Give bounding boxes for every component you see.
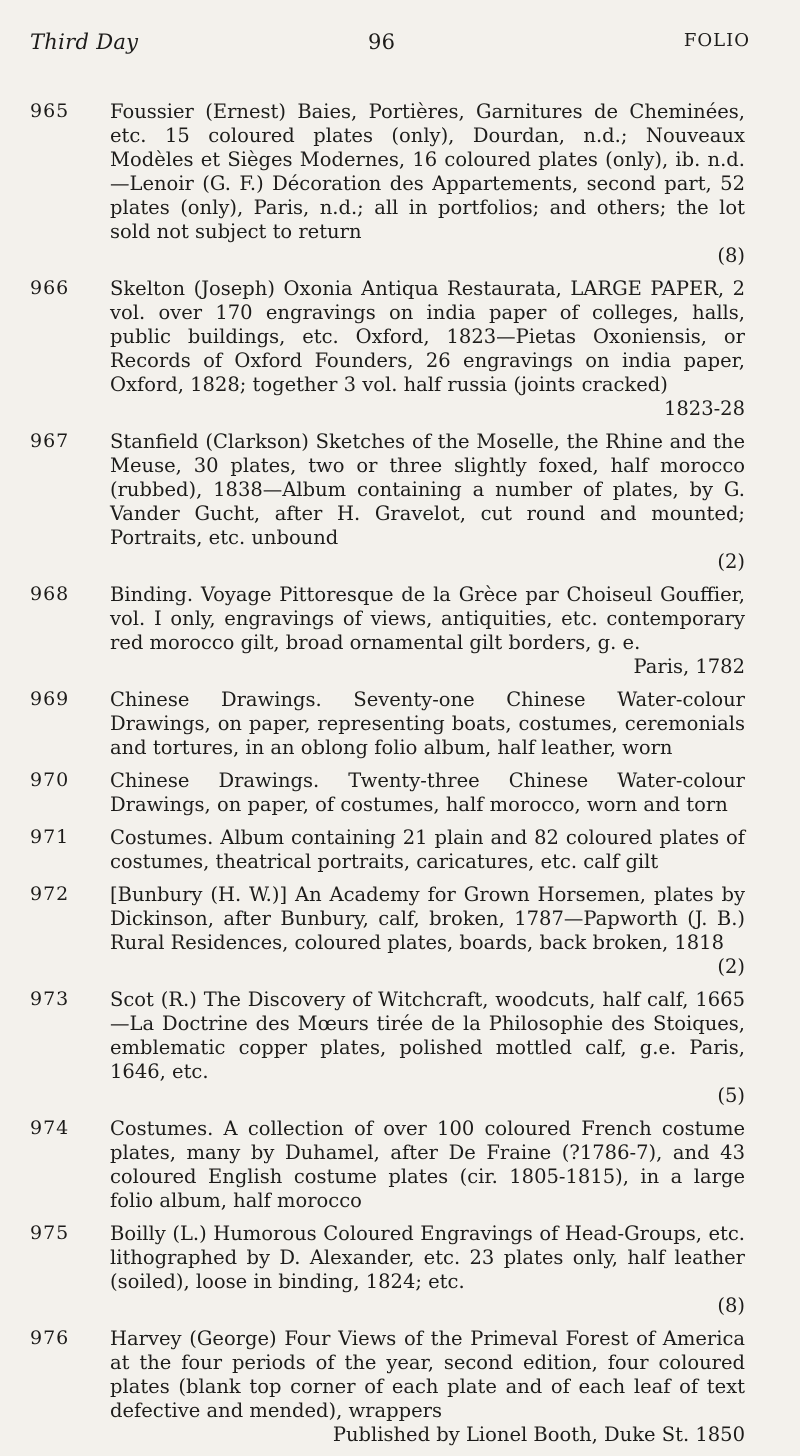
lot-entry (30, 883, 770, 979)
lot-entry (30, 277, 770, 421)
lot-number: 975 (30, 1222, 70, 1244)
lot-entry (30, 583, 770, 679)
lot-entry (30, 769, 770, 817)
page-header (30, 30, 750, 60)
lot-description: Stanfield (Clarkson) Sketches of the Moselle, the Rhine and the Meuse, 30 plates, two or three slightly foxed, half morocco (rubbed), 1838—Album containing a number of plates, by G. Vander Gucht, after H. Gravelot, cut round and mounted; Portraits, etc. unbound (110, 430, 745, 549)
format-label: FOLIO (683, 30, 750, 51)
lot-entry (30, 1117, 770, 1213)
lot-entry (30, 988, 770, 1108)
lot-description: Chinese Drawings. Seventy-one Chinese Water-colour Drawings, on paper, representing boats, costumes, ceremonials and tortures, in an oblong folio album, half leather, worn (110, 688, 745, 759)
lot-entry (30, 688, 770, 760)
lot-entry (30, 1327, 770, 1447)
lot-description: Boilly (L.) Humorous Coloured Engravings of Head-Groups, etc. lithographed by D. Alexander, etc. 23 plates only, half leather (soiled), loose in binding, 1824; etc. (110, 1222, 745, 1293)
lot-description: Binding. Voyage Pittoresque de la Grèce par Choiseul Gouffier, vol. I only, engravings of views, antiquities, etc. contemporary red morocco gilt, broad ornamental gilt borders, g. e. (110, 583, 745, 654)
lot-number: 972 (30, 883, 70, 905)
lot-number: 968 (30, 583, 70, 605)
lot-count: (2) (717, 550, 745, 573)
lot-description: Costumes. Album containing 21 plain and 82 coloured plates of costumes, theatrical portraits, caricatures, etc. calf gilt (110, 826, 745, 873)
lot-count: (8) (717, 244, 745, 267)
lot-description: Foussier (Ernest) Baies, Portières, Garnitures de Cheminées, etc. 15 coloured plates (only), Dourdan, n.d.; Nouveaux Modèles et Sièges Modernes, 16 coloured plates (only), ib. n.d.—Lenoir (G. F.) Décoration des Appartements, second part, 52 plates (only), Paris, n.d.; all in portfolios; and others; the lot sold not subject to return (110, 100, 745, 243)
lot-number: 971 (30, 826, 70, 848)
lot-description: Costumes. A collection of over 100 coloured French costume plates, many by Duhamel, after De Fraine (?1786-7), and 43 coloured English costume plates (cir. 1805-1815), in a large folio album, half morocco (110, 1117, 745, 1212)
lot-entry (30, 430, 770, 574)
lot-number: 969 (30, 688, 70, 710)
lot-description: Harvey (George) Four Views of the Primeval Forest of America at the four periods of the year, second edition, four coloured plates (blank top corner of each plate and of each leaf of text defective and mended), wrappers (110, 1327, 745, 1422)
lot-number: 965 (30, 100, 70, 122)
lot-imprint: Paris, 1782 (633, 655, 745, 678)
lot-entry (30, 1222, 770, 1318)
running-head: Third Day (30, 30, 139, 54)
lot-entry (30, 100, 770, 268)
lot-number: 973 (30, 988, 70, 1010)
lot-number: 976 (30, 1327, 70, 1349)
lot-description: Chinese Drawings. Twenty-three Chinese Water-colour Drawings, on paper, of costumes, half morocco, worn and torn (110, 769, 745, 816)
lot-number: 967 (30, 430, 70, 452)
lot-number: 970 (30, 769, 70, 791)
lot-count: (5) (717, 1084, 745, 1107)
lot-description: Scot (R.) The Discovery of Witchcraft, woodcuts, half calf, 1665—La Doctrine des Mœurs tirée de la Philosophie des Stoiques, emblematic copper plates, polished mottled calf, g.e. Paris, 1646, etc. (110, 988, 745, 1083)
lot-description: Skelton (Joseph) Oxonia Antiqua Restaurata, LARGE PAPER, 2 vol. over 170 engravings on india paper of colleges, halls, public buildings, etc. Oxford, 1823—Pietas Oxoniensis, or Records of Oxford Founders, 26 engravings on india paper, Oxford, 1828; together 3 vol. half russia (joints cracked) (110, 277, 745, 396)
lot-description: [Bunbury (H. W.)] An Academy for Grown Horsemen, plates by Dickinson, after Bunbury, calf, broken, 1787—Papworth (J. B.) Rural Residences, coloured plates, boards, back broken, 1818 (110, 883, 745, 954)
page-number: 96 (368, 30, 396, 54)
lot-number: 966 (30, 277, 70, 299)
lot-count: (2) (717, 955, 745, 978)
lot-date: 1823-28 (663, 397, 745, 420)
lot-list (30, 100, 770, 1456)
lot-imprint: Published by Lionel Booth, Duke St. 1850 (332, 1423, 745, 1446)
lot-count: (8) (717, 1294, 745, 1317)
lot-entry (30, 826, 770, 874)
lot-number: 974 (30, 1117, 70, 1139)
